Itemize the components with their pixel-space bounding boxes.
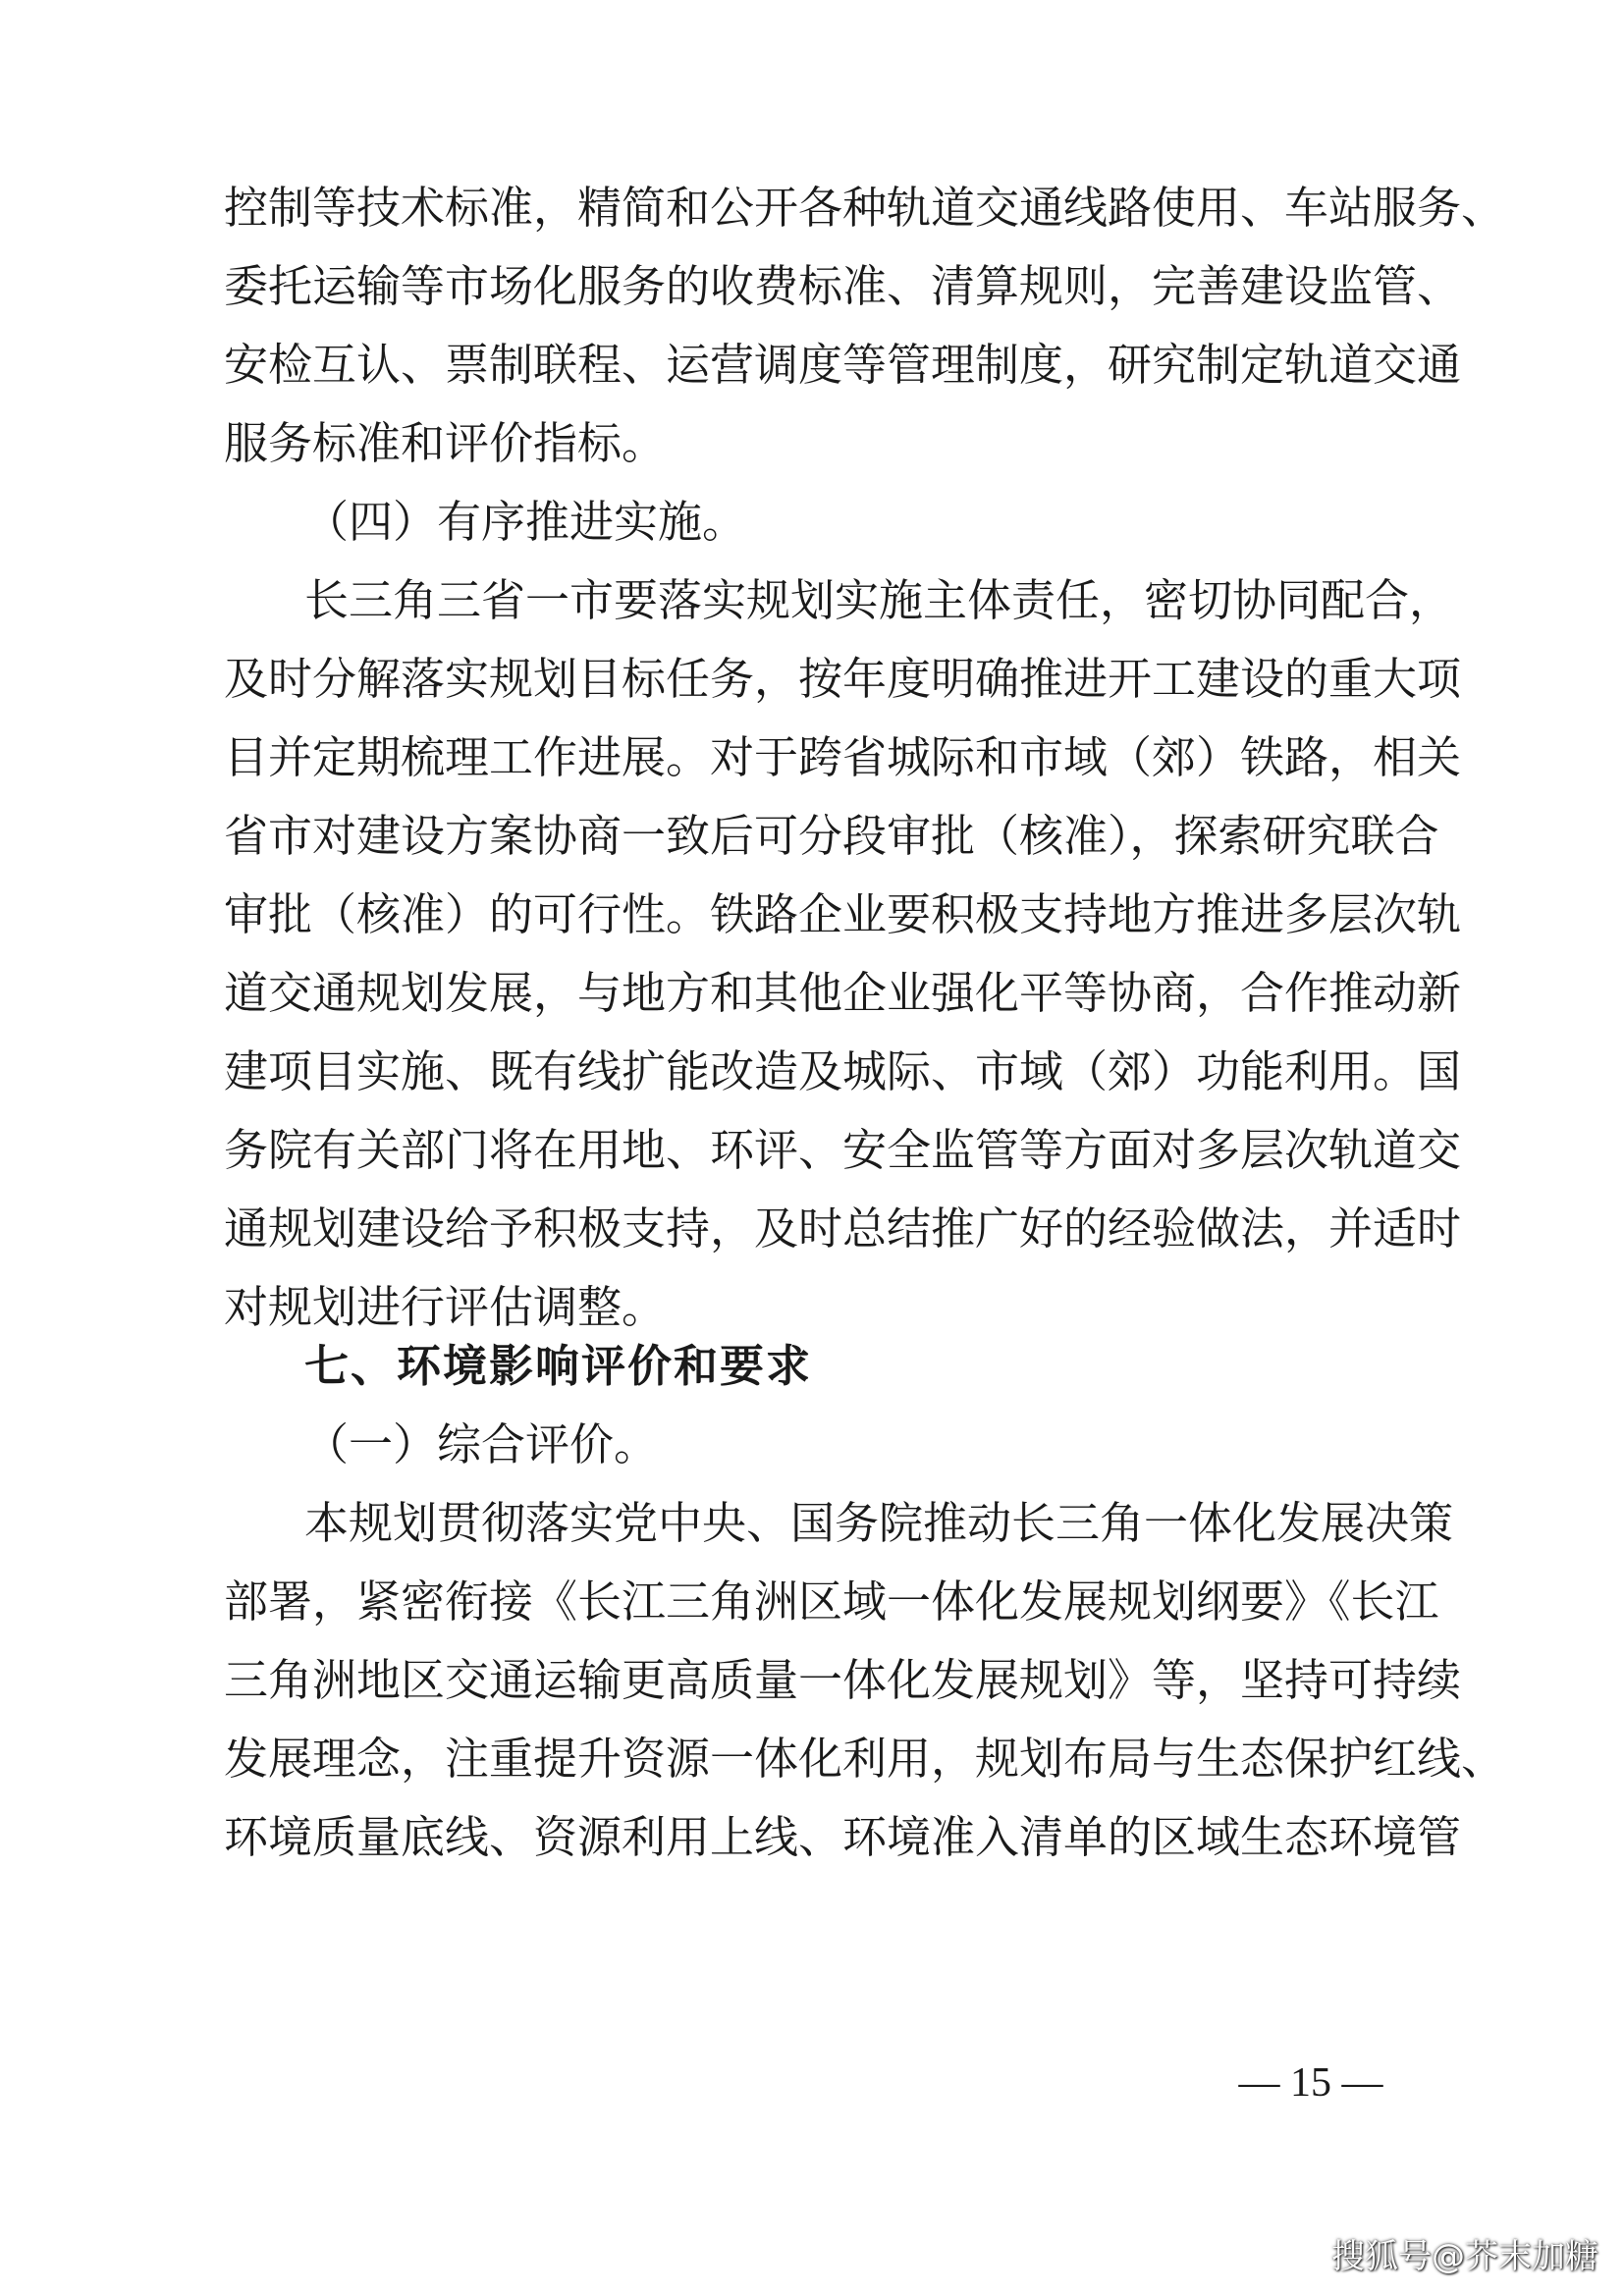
subsection-heading: （四）有序推进实施。 [304,496,747,548]
text-line: 省市对建设方案协商一致后可分段审批（核准），探索研究联合 [224,810,1439,862]
text-line: 审批（核准）的可行性。铁路企业要积极支持地方推进多层次轨 [224,888,1462,940]
text-line: 建项目实施、既有线扩能改造及城际、市域（郊）功能利用。国 [224,1045,1462,1097]
text-line: 发展理念，注重提升资源一体化利用，规划布局与生态保护红线、 [224,1733,1506,1785]
text-line: 部署，紧密衔接《长江三角洲区域一体化发展规划纲要》《长江 [224,1575,1439,1628]
text-line: 三角洲地区交通运输更高质量一体化发展规划》等，坚持可持续 [224,1654,1462,1706]
watermark-text: 搜狐号@芥末加糖 [1331,2237,1598,2276]
text-line: 本规划贯彻落实党中央、国务院推动长三角一体化发展决策 [304,1497,1454,1549]
text-line: 控制等技术标准，精简和公开各种轨道交通线路使用、车站服务、 [224,182,1506,234]
text-line: 长三角三省一市要落实规划实施主体责任，密切协同配合， [304,574,1454,626]
page-number: — 15 — [1238,2060,1383,2106]
text-line: 通规划建设给予积极支持，及时总结推广好的经验做法，并适时 [224,1202,1462,1255]
text-line: 服务标准和评价指标。 [224,417,667,469]
text-line: 及时分解落实规划目标任务，按年度明确推进开工建设的重大项 [224,653,1462,705]
text-line: 对规划进行评估调整。 [224,1281,667,1333]
subsection-heading: （一）综合评价。 [304,1418,659,1470]
text-line: 环境质量底线、资源利用上线、环境准入清单的区域生态环境管 [224,1811,1462,1863]
text-line: 目并定期梳理工作进展。对于跨省城际和市域（郊）铁路，相关 [224,731,1462,783]
text-line: 委托运输等市场化服务的收费标准、清算规则，完善建设监管、 [224,260,1462,312]
text-line: 道交通规划发展，与地方和其他企业强化平等协商，合作推动新 [224,967,1462,1019]
text-line: 安检互认、票制联程、运营调度等管理制度，研究制定轨道交通 [224,339,1462,391]
text-line: 务院有关部门将在用地、环评、安全监管等方面对多层次轨道交 [224,1124,1462,1176]
section-title: 七、环境影响评价和要求 [304,1340,813,1392]
